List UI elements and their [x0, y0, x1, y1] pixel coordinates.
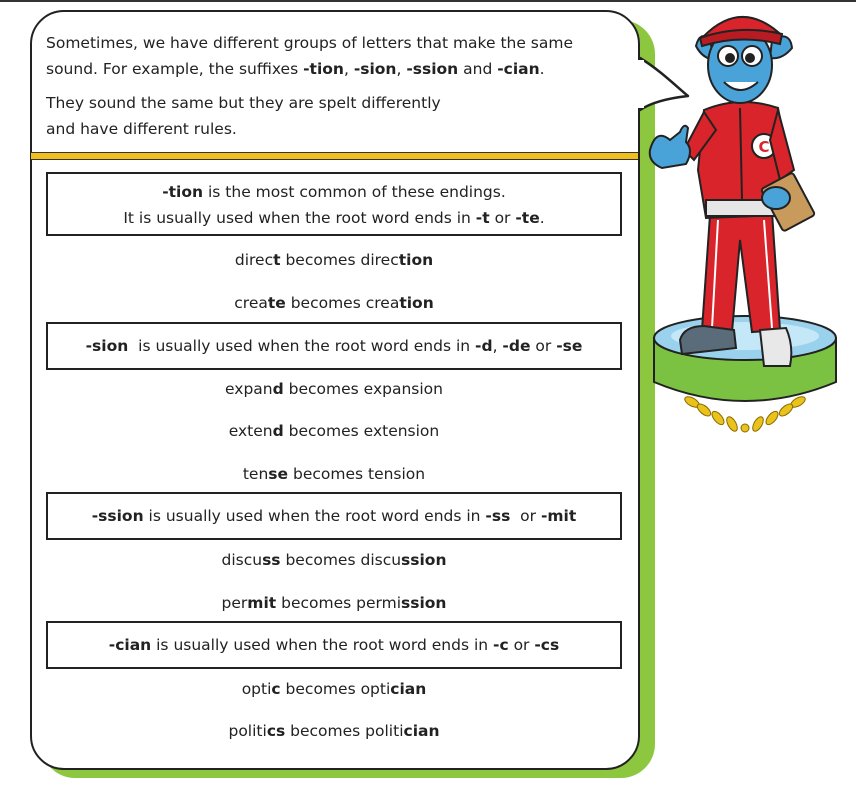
ex-mid: becomes discu	[280, 551, 402, 569]
ex-mid: becomes permi	[276, 594, 401, 612]
rule-text: is usually used when the root word ends in	[128, 337, 476, 355]
ex-mid: becomes opti	[280, 680, 391, 698]
ex-root-ending: d	[272, 422, 284, 440]
ex-mid: becomes crea	[285, 294, 400, 312]
rule-ending: -se	[556, 337, 583, 355]
and-word: and	[458, 60, 498, 78]
ex-mid: becomes direc	[280, 251, 399, 269]
tracksuit-legs	[702, 212, 780, 332]
rule-suffix: -ssion	[91, 507, 144, 525]
rule-text: is the most common of these endings.	[203, 183, 506, 201]
period: .	[539, 60, 545, 78]
sep: ,	[396, 60, 407, 78]
example-direct	[46, 247, 622, 273]
ex-root: direc	[234, 251, 274, 269]
or-word: or	[489, 209, 516, 227]
suffix-sion: -sion	[353, 60, 397, 78]
ex-root-ending: cs	[266, 722, 286, 740]
intro-line-2: sound. For example, the suffixes	[46, 60, 304, 78]
rule-suffix: -cian	[108, 636, 152, 654]
ex-root-ending: c	[271, 680, 281, 698]
rule-ending: -cs	[534, 636, 560, 654]
rule-box-sion	[46, 322, 622, 370]
ex-root: politi	[228, 722, 267, 740]
or-word: or	[530, 337, 557, 355]
ex-root: ten	[242, 465, 269, 483]
jacket-letter: C	[758, 138, 770, 156]
rule-text: It is usually used when the root word ends in	[123, 209, 476, 227]
intro-paragraph-2	[46, 90, 636, 142]
ex-root: per	[221, 594, 248, 612]
intro-p2-line-1: They sound the same but they are spelt differently	[46, 94, 441, 112]
intro-text	[46, 30, 636, 142]
example-create	[46, 290, 622, 316]
suffix-cian: -cian	[497, 60, 540, 78]
rule-suffix: -tion	[162, 183, 204, 201]
intro-paragraph-1	[46, 30, 636, 82]
ex-mid: becomes extension	[283, 422, 440, 440]
rule-box-ssion	[46, 492, 622, 540]
example-politics	[46, 718, 622, 744]
ex-suffix: tion	[399, 294, 434, 312]
rule-ending: -mit	[540, 507, 577, 525]
suffix-tion: -tion	[303, 60, 344, 78]
ex-mid: becomes politi	[285, 722, 404, 740]
ex-mid: becomes tension	[288, 465, 426, 483]
rule-text: is usually used when the root word ends in	[143, 507, 486, 525]
example-extend	[46, 418, 622, 444]
character-illustration	[640, 0, 850, 450]
ex-root-ending: te	[267, 294, 286, 312]
example-tense	[46, 461, 622, 487]
rule-ending: -c	[493, 636, 509, 654]
ex-root: discu	[221, 551, 263, 569]
rule-ending: -d	[475, 337, 493, 355]
example-discuss	[46, 547, 622, 573]
rule-ending: -de	[502, 337, 531, 355]
ex-suffix: cian	[403, 722, 440, 740]
suffix-ssion: -ssion	[406, 60, 459, 78]
intro-line-1: Sometimes, we have different groups of letters that make the same	[46, 34, 574, 52]
example-permit	[46, 590, 622, 616]
ex-suffix: ssion	[401, 551, 447, 569]
or-word: or	[510, 507, 541, 525]
ex-root: crea	[234, 294, 268, 312]
rule-box-tion	[46, 172, 622, 236]
ex-root-ending: t	[273, 251, 281, 269]
ex-root-ending: ss	[262, 551, 281, 569]
comma: ,	[492, 337, 503, 355]
intro-p2-line-2: and have different rules.	[46, 120, 237, 138]
ex-root-ending: mit	[247, 594, 277, 612]
example-optic	[46, 676, 622, 702]
sep: ,	[343, 60, 354, 78]
ex-root: expan	[225, 380, 273, 398]
period: .	[539, 209, 545, 227]
rule-ending: -t	[475, 209, 490, 227]
rule-ending: -ss	[485, 507, 511, 525]
rule-suffix: -sion	[85, 337, 129, 355]
yellow-divider	[31, 152, 638, 160]
example-expand	[46, 376, 622, 402]
ex-root: opti	[241, 680, 272, 698]
ex-root-ending: d	[272, 380, 284, 398]
ex-root: exten	[228, 422, 273, 440]
rule-box-cian	[46, 621, 622, 669]
ex-suffix: tion	[398, 251, 434, 269]
rule-ending: -te	[515, 209, 540, 227]
ex-suffix: cian	[390, 680, 427, 698]
ex-suffix: ssion	[401, 594, 447, 612]
ex-mid: becomes expansion	[283, 380, 443, 398]
or-word: or	[508, 636, 535, 654]
ex-root-ending: se	[268, 465, 289, 483]
pedestal	[654, 316, 836, 401]
rule-text: is usually used when the root word ends in	[151, 636, 494, 654]
